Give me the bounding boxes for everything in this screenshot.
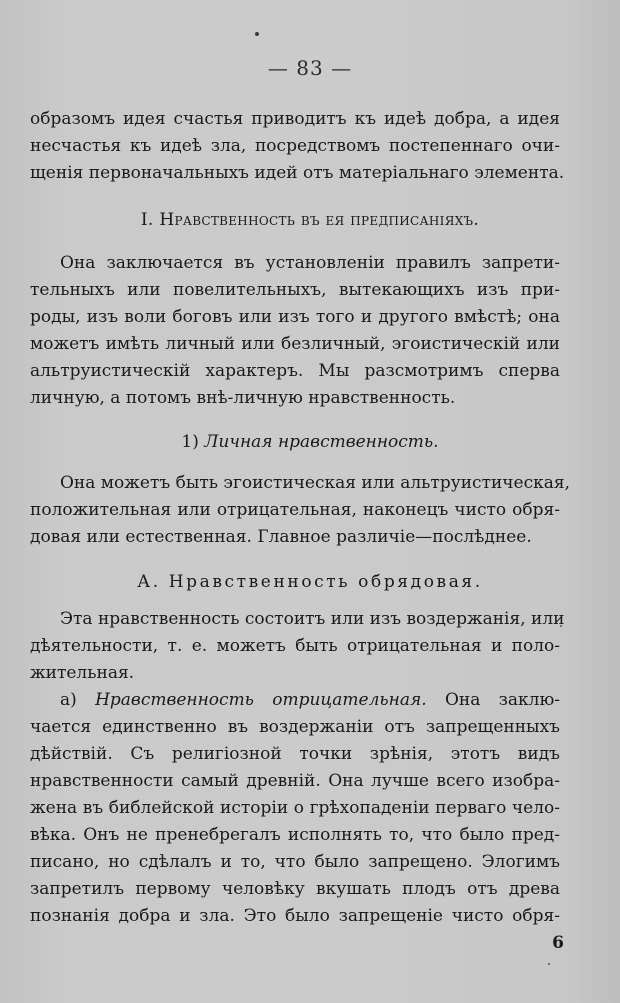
section-heading-2 [0, 432, 620, 452]
text-line: чается единственно въ воздержаніи отъ запрещенныхъ [30, 717, 560, 737]
item-title: Нравственность отрицательная. [95, 690, 427, 710]
text-line: нравственности самый древній. Она лучше всего изобра- [30, 771, 560, 791]
text-line: Эта нравственность состоитъ или изъ воздержанія, или [60, 609, 565, 629]
text-line: личную, а потомъ внѣ-личную нравственность. [30, 388, 456, 408]
text-line: образомъ идея счастья приводитъ къ идеѣ добра, а идея [30, 109, 560, 129]
text-line: щенія первоначальныхъ идей отъ матеріальнаго элемента. [30, 163, 565, 183]
text-line: Она заключается въ установленіи правилъ запрети- [60, 253, 560, 273]
text-line: довая или естественная. Главное различіе—послѣднее. [30, 527, 532, 547]
text-line: несчастья къ идеѣ зла, посредствомъ постепеннаго очи- [30, 136, 560, 156]
text-line: альтруистическій характеръ. Мы разсмотримъ сперва [30, 361, 560, 381]
text-line: жительная. [30, 663, 135, 683]
paper-fleck [548, 963, 550, 965]
heading-title: Личная нравственность. [204, 432, 439, 452]
text-line: писано, но сдѣлалъ и то, что было запрещено. Элогимъ [30, 852, 560, 872]
heading-number: 1) [181, 432, 199, 452]
ink-dot [255, 32, 259, 36]
page-number: — 83 — [267, 56, 353, 80]
paragraph-ritual [30, 606, 565, 687]
section-heading-3: А. Нравственность обрядовая. [137, 572, 483, 592]
paragraph-personal [30, 470, 571, 551]
item-marker: а) [60, 690, 77, 710]
paragraph-intro [30, 106, 565, 187]
signature-mark: 6 [552, 933, 564, 953]
text-line: тельныхъ или повелительныхъ, вытекающихъ изъ при- [30, 280, 560, 300]
text-line: Она можетъ быть эгоистическая или альтруистическая, [60, 473, 571, 493]
text-line: роды, изъ воли боговъ или изъ того и другого вмѣстѣ; она [30, 307, 560, 327]
text-line: дѣйствій. Съ религіозной точки зрѣнія, этотъ видъ [30, 744, 560, 764]
text-line: запретилъ первому человѣку вкушать плодъ отъ древа [30, 879, 560, 899]
text-line [30, 687, 560, 714]
text-line: вѣка. Онъ не пренебрегалъ исполнять то, что было пред- [30, 825, 560, 845]
section-heading-1: I. Нравственность въ ея предписаніяхъ. [140, 210, 480, 230]
paragraph-negative [30, 687, 560, 930]
text-line: дѣятельности, т. е. можетъ быть отрицательная и поло- [30, 636, 560, 656]
text-line: познанія добра и зла. Это было запрещеніе чисто обря- [30, 906, 560, 926]
text-line: можетъ имѣть личный или безличный, эгоистическій или [30, 334, 560, 354]
paragraph-prescriptions [30, 250, 560, 412]
item-text: Она заклю- [444, 690, 561, 710]
text-line: положительная или отрицательная, наконецъ чисто обря- [30, 500, 560, 520]
text-line: жена въ библейской исторіи о грѣхопаденіи перваго чело- [30, 798, 560, 818]
